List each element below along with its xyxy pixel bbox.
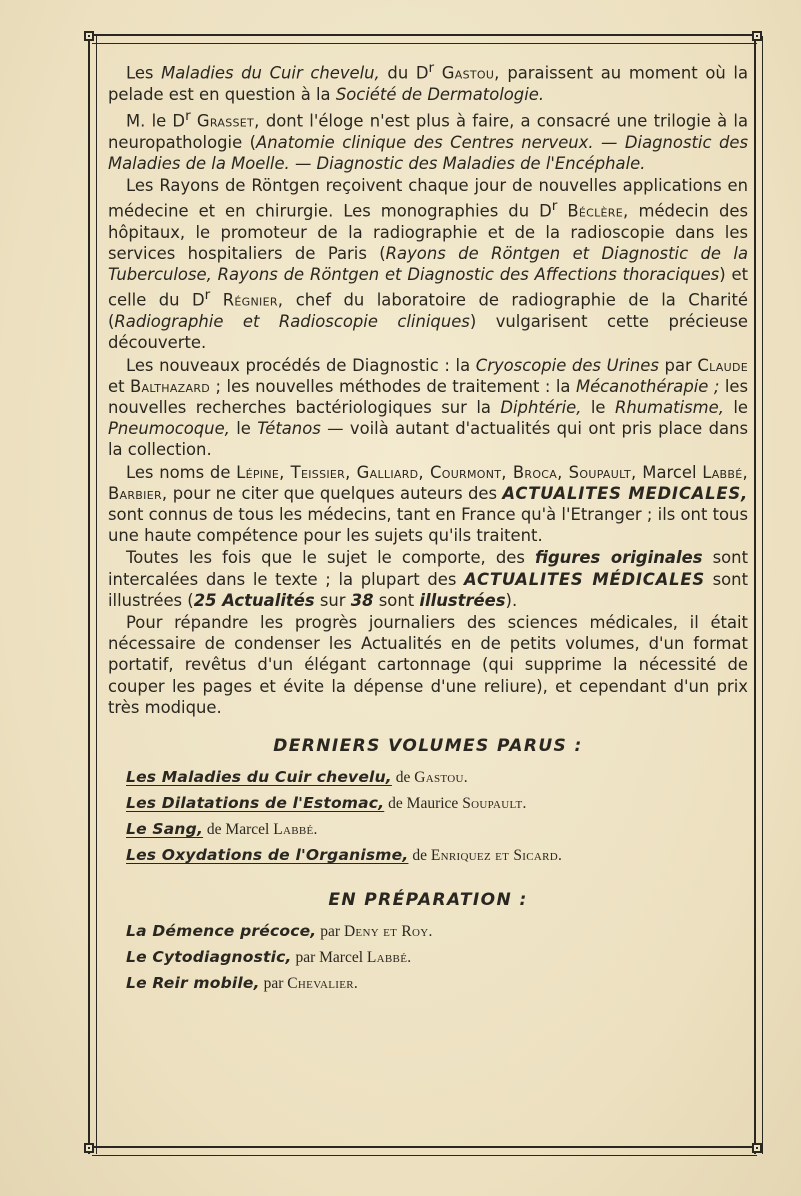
border-right xyxy=(754,36,763,1154)
series-name: ACTUALITES MÉDICALES xyxy=(464,569,705,589)
list-item: Le Cytodiagnostic, par Marcel Labbé. xyxy=(126,948,412,967)
paragraph-figures: Toutes les fois que le sujet le comporte, des figures originales sont intercalées dans le texte ; la plupart des ACTUALITES MÉDICALES sont illustrées (25 Actualités sur 38 sont illustrées). xyxy=(108,548,749,610)
paragraph-diagnostic: Les nouveaux procédés de Diagnostic : la Cryoscopie des Urines par Claude et Balthazard ; les nouvelles méthodes de traitement : la Mécanothérapie ; les nouvelles recherches bactériologiques sur la Diphtérie, le Rhumatisme, le Pneumocoque, le Tétanos — voilà autant d'actualités qui ont pris place dans la collection. xyxy=(108,355,749,460)
list-item: Les Oxydations de l'Organisme, de Enriquez et Sicard. xyxy=(126,846,563,865)
book-title: Anatomie clinique des Centres nerveux. — Diagnostic des Maladies de la Moelle. — Diagnostic des Maladies de l'Encéphale. xyxy=(108,132,748,173)
advertisement-text xyxy=(108,58,748,996)
paragraph-cuir-chevelu: Les Maladies du Cuir chevelu, du $D^r$ Gastou, paraissent au moment où la pelade est en question à la Société de Dermatologie. xyxy=(108,60,748,104)
derniers-volumes-heading: DERNIERS VOLUMES PARUS : xyxy=(273,735,583,756)
corner-ornament xyxy=(752,31,762,41)
border-top xyxy=(92,34,757,44)
corner-ornament xyxy=(84,1143,94,1153)
list-item: La Démence précoce, par Deny et Roy. xyxy=(126,922,433,941)
paragraph-authors: Les noms de Lépine, Teissier, Galliard, Courmont, Broca, Soupault, Marcel Labbé, Barbier, pour ne citer que quelques auteurs des ACTUALITES MEDICALES, sont connus de tous les médecins, tant en France qu'à l'Etranger ; ils ont tous une haute compétence pour les sujets qu'ils traitent. xyxy=(108,462,748,546)
author-name: Béclère, xyxy=(567,201,629,221)
list-item: Les Maladies du Cuir chevelu, de Gastou. xyxy=(126,768,468,787)
en-preparation-heading: EN PRÉPARATION : xyxy=(328,890,528,911)
book-title: Radiographie et Radioscopie cliniques xyxy=(114,312,470,332)
en-preparation-list xyxy=(108,919,748,996)
author-name: Régnier, xyxy=(222,290,284,310)
author-name: Gastou, xyxy=(441,63,500,83)
corner-ornament xyxy=(752,1143,762,1153)
author-name: Grasset, xyxy=(196,111,260,131)
border-bottom xyxy=(92,1146,757,1156)
list-item: Le Sang, de Marcel Labbé. xyxy=(126,820,318,839)
paragraph-format: Pour répandre les progrès journaliers des sciences médicales, il était nécessaire de condenser les Actualités en de petits volumes, d'un format portatif, revêtus d'un élégant cartonnage (qui supprime la nécessité de couper les pages et évite la dépense d'une reliure), et cependant d'un prix très modique. xyxy=(108,612,748,717)
border-left xyxy=(88,36,97,1154)
book-title: Rayons de Röntgen et Diagnostic de la Tuberculose, Rayons de Röntgen et Diagnostic des Affections thoraciques xyxy=(108,244,748,285)
list-item: Le Reir mobile, par Chevalier. xyxy=(126,974,359,993)
book-title: Maladies du Cuir chevelu, xyxy=(161,63,380,83)
list-item: Les Dilatations de l'Estomac, de Maurice Soupault. xyxy=(126,794,527,813)
derniers-volumes-list xyxy=(108,765,748,868)
paragraph-grasset: M. le $D^r$ Grasset, dont l'éloge n'est plus à faire, a consacré une trilogie à la neuropathologie (Anatomie clinique des Centres nerveux. — Diagnostic des Maladies de la Moelle. — Diagnostic des Maladies de l'Encéphale. xyxy=(108,107,749,173)
series-name: ACTUALITES MEDICALES, xyxy=(502,483,748,503)
corner-ornament xyxy=(84,31,94,41)
paragraph-rontgen: Les Rayons de Röntgen reçoivent chaque jour de nouvelles applications en médecine et en chirurgie. Les monographies du $D^r$ Béclère, médecin des hôpitaux, le promoteur de la radiographie et de la radioscopie dans les services hospitaliers de Paris (Rayons de Röntgen et Diagnostic de la Tuberculose, Rayons de Röntgen et Diagnostic des Affections thoraciques) et celle du $D^r$ Régnier, chef du laboratoire de radiographie de la Charité (Radiographie et Radioscopie cliniques) vulgarisent cette précieuse découverte. xyxy=(108,175,748,353)
